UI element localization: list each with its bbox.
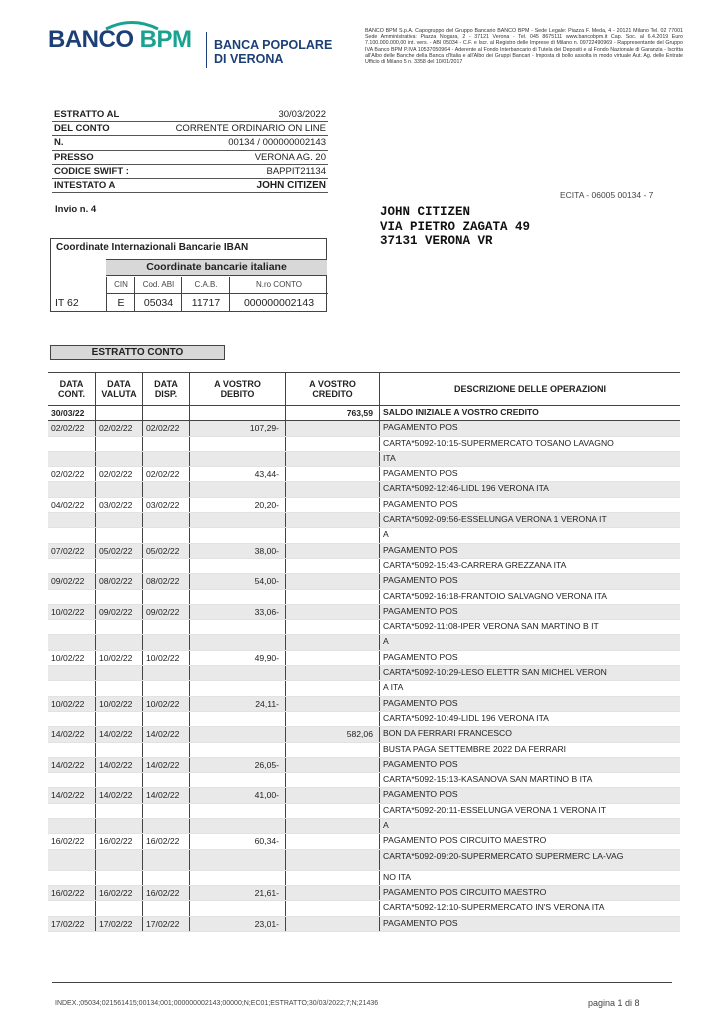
cell-debito xyxy=(190,452,286,466)
cell-data-disp xyxy=(143,513,190,527)
cell-data-cont: 10/02/22 xyxy=(48,605,96,619)
cell-data-cont xyxy=(48,901,96,915)
table-row xyxy=(48,804,680,819)
col-data-disp: DATA DISP. xyxy=(143,373,190,405)
cell-credito xyxy=(286,513,380,527)
cell-data-disp xyxy=(143,850,190,870)
iban-subtitle: Coordinate bancarie italiane xyxy=(106,259,327,276)
cell-credito xyxy=(286,758,380,772)
cell-debito xyxy=(190,727,286,741)
cell-data-valuta: 09/02/22 xyxy=(96,605,143,619)
cell-debito: 41,00- xyxy=(190,788,286,802)
cell-data-disp: 05/02/22 xyxy=(143,544,190,558)
cell-data-disp xyxy=(143,482,190,496)
cell-data-valuta xyxy=(96,773,143,787)
cell-data-valuta: 14/02/22 xyxy=(96,758,143,772)
cell-data-disp: 02/02/22 xyxy=(143,467,190,481)
cell-credito xyxy=(286,421,380,435)
cell-data-disp: 16/02/22 xyxy=(143,834,190,848)
cell-data-valuta xyxy=(96,871,143,885)
address-line: JOHN CITIZEN xyxy=(380,205,471,219)
table-row xyxy=(48,666,680,681)
cell-credito xyxy=(286,437,380,451)
table-row xyxy=(48,421,680,436)
iban-conto: N.ro CONTO 000000002143 xyxy=(229,277,328,312)
cell-data-valuta xyxy=(96,712,143,726)
cell-data-valuta xyxy=(96,559,143,573)
cell-debito xyxy=(190,437,286,451)
table-row xyxy=(48,917,680,932)
ecita-code: ECITA - 06005 00134 - 7 xyxy=(560,190,654,200)
cell-descrizione: BUSTA PAGA SETTEMBRE 2022 DA FERRARI xyxy=(383,743,567,754)
table-row xyxy=(48,651,680,666)
table-row xyxy=(48,850,680,871)
cell-debito xyxy=(190,406,286,420)
col-data-valuta: DATA VALUTA xyxy=(96,373,143,405)
info-value: JOHN CITIZEN xyxy=(256,180,326,192)
cell-descrizione: CARTA*5092-11:08-IPER VERONA SAN MARTINO B IT xyxy=(383,621,599,632)
cell-debito xyxy=(190,681,286,695)
logo-brand-text: BANCO BPM xyxy=(48,26,192,53)
cell-credito xyxy=(286,804,380,818)
cell-data-valuta xyxy=(96,590,143,604)
cell-debito xyxy=(190,528,286,542)
cell-debito xyxy=(190,712,286,726)
info-row xyxy=(52,179,328,193)
iban-country: IT 62 xyxy=(55,297,79,309)
cell-descrizione: NO ITA xyxy=(383,871,412,882)
cell-data-cont: 02/02/22 xyxy=(48,421,96,435)
table-row xyxy=(48,834,680,849)
cell-data-disp xyxy=(143,559,190,573)
cell-data-valuta xyxy=(96,681,143,695)
cell-data-valuta xyxy=(96,635,143,649)
cell-data-disp xyxy=(143,452,190,466)
cell-credito xyxy=(286,605,380,619)
cell-data-valuta: 08/02/22 xyxy=(96,574,143,588)
cell-descrizione: PAGAMENTO POS xyxy=(383,498,458,509)
cell-credito xyxy=(286,635,380,649)
cell-descrizione: CARTA*5092-10:15-SUPERMERCATO TOSANO LAVAGNO xyxy=(383,437,614,448)
cell-data-cont: 02/02/22 xyxy=(48,467,96,481)
table-row xyxy=(48,437,680,452)
cell-debito: 60,34- xyxy=(190,834,286,848)
cell-credito xyxy=(286,620,380,634)
cell-data-valuta: 10/02/22 xyxy=(96,651,143,665)
table-row xyxy=(48,544,680,559)
table-header xyxy=(48,372,680,406)
cell-debito xyxy=(190,590,286,604)
cell-data-cont xyxy=(48,437,96,451)
cell-credito xyxy=(286,773,380,787)
table-row xyxy=(48,743,680,758)
cell-data-disp xyxy=(143,437,190,451)
cell-data-valuta xyxy=(96,901,143,915)
iban-box xyxy=(50,238,327,312)
info-row xyxy=(52,165,328,179)
table-row xyxy=(48,467,680,482)
cell-descrizione: PAGAMENTO POS xyxy=(383,789,458,800)
cell-data-cont: 07/02/22 xyxy=(48,544,96,558)
cell-data-valuta xyxy=(96,850,143,870)
cell-data-cont xyxy=(48,850,96,870)
cell-data-cont xyxy=(48,513,96,527)
cell-data-valuta: 17/02/22 xyxy=(96,917,143,931)
iban-cab: C.A.B. 11717 xyxy=(181,277,230,312)
info-label: N. xyxy=(54,137,64,149)
table-row xyxy=(48,712,680,727)
table-row xyxy=(48,886,680,901)
cell-data-cont: 17/02/22 xyxy=(48,917,96,931)
table-row xyxy=(48,681,680,696)
col-descrizione: DESCRIZIONE DELLE OPERAZIONI xyxy=(453,384,606,394)
cell-data-disp: 17/02/22 xyxy=(143,917,190,931)
cell-credito xyxy=(286,528,380,542)
table-row xyxy=(48,758,680,773)
cell-credito xyxy=(286,850,380,870)
address-line: VIA PIETRO ZAGATA 49 xyxy=(380,219,531,234)
table-row xyxy=(48,406,680,421)
address-line: 37131 VERONA VR xyxy=(380,234,493,248)
cell-debito xyxy=(190,559,286,573)
info-label: CODICE SWIFT : xyxy=(54,165,129,177)
cell-descrizione: PAGAMENTO POS xyxy=(383,758,458,769)
legal-notice: BANCO BPM S.p.A. Capogruppo del Gruppo Bancario BANCO BPM - Sede Legale: Piazza F. Meda, 4 - 20121 Milano Tel. 02 77001 Sede Amministrativa: Piazza Nogara, 2 - 37121 Verona - Tel. 045 8675111 www.bancobpm.it Cap. Soc. al 6.4.2019 Euro 7.100.000.000,00 int. vers. - ABI 05034 - C.F. e Iscr. al Registro delle Imprese di Milano n. 09722490969 - Rappresentante del Gruppo IVA Banco BPM P.IVA 10537050964 - Aderente al Fondo Interbancario di Tutela dei Depositi e al Fondo Nazionale di Garanzia - Iscritta all'Albo delle Banche della Banca d'Italia e all'Albo dei Gruppi Bancari - Imposta di bollo assolta in modo virtuale Aut. Ag. delle Entrate Ufficio di Milano 5 n. 3358 del 10/01/2017 xyxy=(365,28,683,66)
cell-data-disp xyxy=(143,871,190,885)
cell-data-disp: 16/02/22 xyxy=(143,886,190,900)
cell-data-disp: 02/02/22 xyxy=(143,421,190,435)
iban-abi: Cod. ABI 05034 xyxy=(134,277,182,312)
cell-descrizione: A xyxy=(383,820,389,831)
col-data-cont: DATA CONT. xyxy=(48,373,96,405)
cell-debito: 38,00- xyxy=(190,544,286,558)
info-label: PRESSO xyxy=(54,151,94,163)
table-row xyxy=(48,452,680,467)
cell-data-disp xyxy=(143,819,190,833)
cell-debito xyxy=(190,482,286,496)
cell-data-cont: 16/02/22 xyxy=(48,886,96,900)
table-row xyxy=(48,574,680,589)
info-label: INTESTATO A xyxy=(54,180,116,192)
cell-descrizione: PAGAMENTO POS xyxy=(383,605,458,616)
table-row xyxy=(48,871,680,886)
cell-data-cont xyxy=(48,482,96,496)
cell-debito xyxy=(190,850,286,870)
cell-debito xyxy=(190,513,286,527)
cell-data-valuta xyxy=(96,819,143,833)
cell-debito xyxy=(190,743,286,757)
cell-data-cont: 09/02/22 xyxy=(48,574,96,588)
cell-debito: 43,44- xyxy=(190,467,286,481)
cell-descrizione: PAGAMENTO POS xyxy=(383,651,458,662)
cell-descrizione: PAGAMENTO POS CIRCUITO MAESTRO xyxy=(383,835,547,846)
estratto-conto-label: ESTRATTO CONTO xyxy=(50,345,225,360)
cell-data-valuta: 02/02/22 xyxy=(96,467,143,481)
bank-logo xyxy=(48,26,338,76)
cell-data-disp: 10/02/22 xyxy=(143,697,190,711)
cell-data-cont xyxy=(48,452,96,466)
logo-subtitle: BANCA POPOLARE DI VERONA xyxy=(214,38,333,66)
cell-data-valuta xyxy=(96,743,143,757)
cell-data-valuta: 05/02/22 xyxy=(96,544,143,558)
cell-credito xyxy=(286,743,380,757)
cell-data-cont xyxy=(48,590,96,604)
cell-credito xyxy=(286,467,380,481)
cell-descrizione: PAGAMENTO POS xyxy=(383,544,458,555)
cell-data-cont xyxy=(48,681,96,695)
cell-data-disp: 10/02/22 xyxy=(143,651,190,665)
cell-data-valuta: 16/02/22 xyxy=(96,834,143,848)
cell-data-disp xyxy=(143,804,190,818)
cell-debito xyxy=(190,620,286,634)
iban-cin: CIN E xyxy=(106,277,135,312)
cell-data-valuta xyxy=(96,620,143,634)
table-row xyxy=(48,559,680,574)
cell-descrizione: PAGAMENTO POS xyxy=(383,468,458,479)
cell-debito: 23,01- xyxy=(190,917,286,931)
cell-data-disp: 08/02/22 xyxy=(143,574,190,588)
cell-descrizione: CARTA*5092-15:13-KASANOVA SAN MARTINO B ITA xyxy=(383,774,593,785)
cell-descrizione: CARTA*5092-09:56-ESSELUNGA VERONA 1 VERONA IT xyxy=(383,514,607,525)
cell-data-cont xyxy=(48,743,96,757)
cell-data-disp: 14/02/22 xyxy=(143,727,190,741)
table-row xyxy=(48,727,680,742)
table-row xyxy=(48,605,680,620)
cell-data-cont xyxy=(48,666,96,680)
cell-data-cont xyxy=(48,819,96,833)
table-row xyxy=(48,901,680,916)
cell-debito: 26,05- xyxy=(190,758,286,772)
cell-data-cont: 14/02/22 xyxy=(48,788,96,802)
cell-data-disp xyxy=(143,635,190,649)
col-credito: A VOSTRO CREDITO xyxy=(286,373,380,405)
cell-credito xyxy=(286,559,380,573)
table-row xyxy=(48,498,680,513)
cell-credito xyxy=(286,482,380,496)
table-row xyxy=(48,590,680,605)
account-info xyxy=(52,108,328,193)
cell-descrizione: CARTA*5092-20:11-ESSELUNGA VERONA 1 VERONA IT xyxy=(383,804,607,815)
cell-credito xyxy=(286,574,380,588)
cell-credito xyxy=(286,681,380,695)
table-row xyxy=(48,788,680,803)
cell-descrizione: CARTA*5092-10:49-LIDL 196 VERONA ITA xyxy=(383,712,549,723)
cell-debito xyxy=(190,666,286,680)
cell-data-valuta xyxy=(96,406,143,420)
cell-data-disp xyxy=(143,712,190,726)
logo-arc-icon xyxy=(104,20,160,30)
cell-descrizione: PAGAMENTO POS xyxy=(383,917,458,928)
cell-data-cont: 16/02/22 xyxy=(48,834,96,848)
table-row xyxy=(48,819,680,834)
cell-credito xyxy=(286,544,380,558)
cell-credito xyxy=(286,452,380,466)
table-row xyxy=(48,528,680,543)
cell-data-disp: 03/02/22 xyxy=(143,498,190,512)
cell-data-cont: 10/02/22 xyxy=(48,697,96,711)
cell-data-disp xyxy=(143,528,190,542)
cell-debito xyxy=(190,901,286,915)
footer-divider xyxy=(52,982,672,983)
info-label: DEL CONTO xyxy=(54,123,110,135)
info-value: CORRENTE ORDINARIO ON LINE xyxy=(175,123,326,135)
cell-debito xyxy=(190,635,286,649)
cell-descrizione: CARTA*5092-12:46-LIDL 196 VERONA ITA xyxy=(383,483,549,494)
cell-data-valuta: 16/02/22 xyxy=(96,886,143,900)
cell-credito xyxy=(286,917,380,931)
transactions-table xyxy=(48,372,680,932)
cell-credito: 582,06 xyxy=(286,727,380,741)
cell-data-disp: 14/02/22 xyxy=(143,788,190,802)
cell-credito xyxy=(286,901,380,915)
cell-data-valuta xyxy=(96,666,143,680)
cell-data-cont xyxy=(48,620,96,634)
cell-data-valuta xyxy=(96,528,143,542)
cell-credito xyxy=(286,834,380,848)
cell-descrizione: PAGAMENTO POS xyxy=(383,697,458,708)
cell-descrizione: A xyxy=(383,636,389,647)
cell-data-cont: 10/02/22 xyxy=(48,651,96,665)
cell-data-valuta: 02/02/22 xyxy=(96,421,143,435)
cell-data-valuta xyxy=(96,437,143,451)
recipient-address xyxy=(380,205,530,249)
info-value: 00134 / 000000002143 xyxy=(228,137,326,149)
cell-data-valuta: 14/02/22 xyxy=(96,788,143,802)
cell-descrizione: CARTA*5092-15:43-CARRERA GREZZANA ITA xyxy=(383,559,567,570)
cell-credito xyxy=(286,788,380,802)
footer-index: INDEX.;05034;021561415;00134;001;000000002143;00000;N;EC01;ESTRATTO;30/03/2022;7;N;21436 xyxy=(55,1000,379,1007)
info-value: BAPPIT21134 xyxy=(266,165,326,177)
cell-data-cont: 30/03/22 xyxy=(48,406,96,420)
cell-descrizione: CARTA*5092-10:29-LESO ELETTR SAN MICHEL VERON xyxy=(383,667,607,678)
table-row xyxy=(48,697,680,712)
invio-number: Invio n. 4 xyxy=(55,204,97,215)
col-debito: A VOSTRO DEBITO xyxy=(190,373,286,405)
cell-data-disp xyxy=(143,681,190,695)
cell-data-valuta xyxy=(96,482,143,496)
cell-descrizione: PAGAMENTO POS CIRCUITO MAESTRO xyxy=(383,886,547,897)
cell-debito xyxy=(190,773,286,787)
cell-descrizione: CARTA*5092-12:10-SUPERMERCATO IN'S VERONA ITA xyxy=(383,902,605,913)
cell-credito xyxy=(286,590,380,604)
cell-debito: 20,20- xyxy=(190,498,286,512)
page-number: pagina 1 di 8 xyxy=(588,998,640,1008)
cell-credito xyxy=(286,886,380,900)
cell-descrizione: CARTA*5092-09:20-SUPERMERCATO SUPERMERC LA-VAG xyxy=(383,850,624,861)
cell-data-cont: 14/02/22 xyxy=(48,758,96,772)
info-value: 30/03/2022 xyxy=(278,109,326,121)
cell-data-cont: 04/02/22 xyxy=(48,498,96,512)
cell-debito: 33,06- xyxy=(190,605,286,619)
info-row xyxy=(52,136,328,150)
cell-debito xyxy=(190,804,286,818)
cell-descrizione: ITA xyxy=(383,452,396,463)
info-value: VERONA AG. 20 xyxy=(254,151,326,163)
cell-data-cont xyxy=(48,559,96,573)
cell-credito xyxy=(286,712,380,726)
info-row xyxy=(52,151,328,165)
table-body xyxy=(48,406,680,932)
cell-descrizione: BON DA FERRARI FRANCESCO xyxy=(383,728,512,739)
cell-data-valuta xyxy=(96,513,143,527)
cell-debito: 21,61- xyxy=(190,886,286,900)
cell-debito xyxy=(190,819,286,833)
cell-debito: 49,90- xyxy=(190,651,286,665)
cell-credito: 763,59 xyxy=(286,406,380,420)
table-row xyxy=(48,635,680,650)
table-row xyxy=(48,513,680,528)
cell-data-disp xyxy=(143,590,190,604)
cell-data-valuta xyxy=(96,452,143,466)
cell-credito xyxy=(286,498,380,512)
table-row xyxy=(48,773,680,788)
cell-data-disp xyxy=(143,901,190,915)
cell-descrizione: PAGAMENTO POS xyxy=(383,575,458,586)
cell-credito xyxy=(286,651,380,665)
cell-data-disp xyxy=(143,620,190,634)
cell-data-cont xyxy=(48,635,96,649)
info-row xyxy=(52,108,328,122)
cell-data-valuta: 10/02/22 xyxy=(96,697,143,711)
cell-descrizione: SALDO INIZIALE A VOSTRO CREDITO xyxy=(383,407,539,417)
info-label: ESTRATTO AL xyxy=(54,109,120,121)
table-row xyxy=(48,620,680,635)
cell-data-disp: 14/02/22 xyxy=(143,758,190,772)
cell-credito xyxy=(286,697,380,711)
cell-data-valuta xyxy=(96,804,143,818)
cell-descrizione: A xyxy=(383,529,389,540)
cell-descrizione: PAGAMENTO POS xyxy=(383,422,458,433)
cell-data-disp xyxy=(143,666,190,680)
cell-data-cont xyxy=(48,871,96,885)
cell-data-cont: 14/02/22 xyxy=(48,727,96,741)
logo-divider xyxy=(206,32,207,68)
cell-data-disp xyxy=(143,773,190,787)
cell-data-valuta: 14/02/22 xyxy=(96,727,143,741)
cell-descrizione: A ITA xyxy=(383,682,404,693)
cell-descrizione: CARTA*5092-16:18-FRANTOIO SALVAGNO VERONA ITA xyxy=(383,590,607,601)
cell-data-cont xyxy=(48,773,96,787)
cell-data-cont xyxy=(48,712,96,726)
cell-data-disp: 09/02/22 xyxy=(143,605,190,619)
info-row xyxy=(52,122,328,136)
cell-data-disp xyxy=(143,743,190,757)
table-row xyxy=(48,482,680,497)
cell-data-cont xyxy=(48,528,96,542)
cell-debito xyxy=(190,871,286,885)
cell-debito: 24,11- xyxy=(190,697,286,711)
iban-title: Coordinate Internazionali Bancarie IBAN xyxy=(56,242,249,253)
cell-data-disp xyxy=(143,406,190,420)
cell-data-valuta: 03/02/22 xyxy=(96,498,143,512)
cell-data-cont xyxy=(48,804,96,818)
cell-debito: 107,29- xyxy=(190,421,286,435)
cell-credito xyxy=(286,819,380,833)
cell-debito: 54,00- xyxy=(190,574,286,588)
cell-credito xyxy=(286,871,380,885)
cell-credito xyxy=(286,666,380,680)
